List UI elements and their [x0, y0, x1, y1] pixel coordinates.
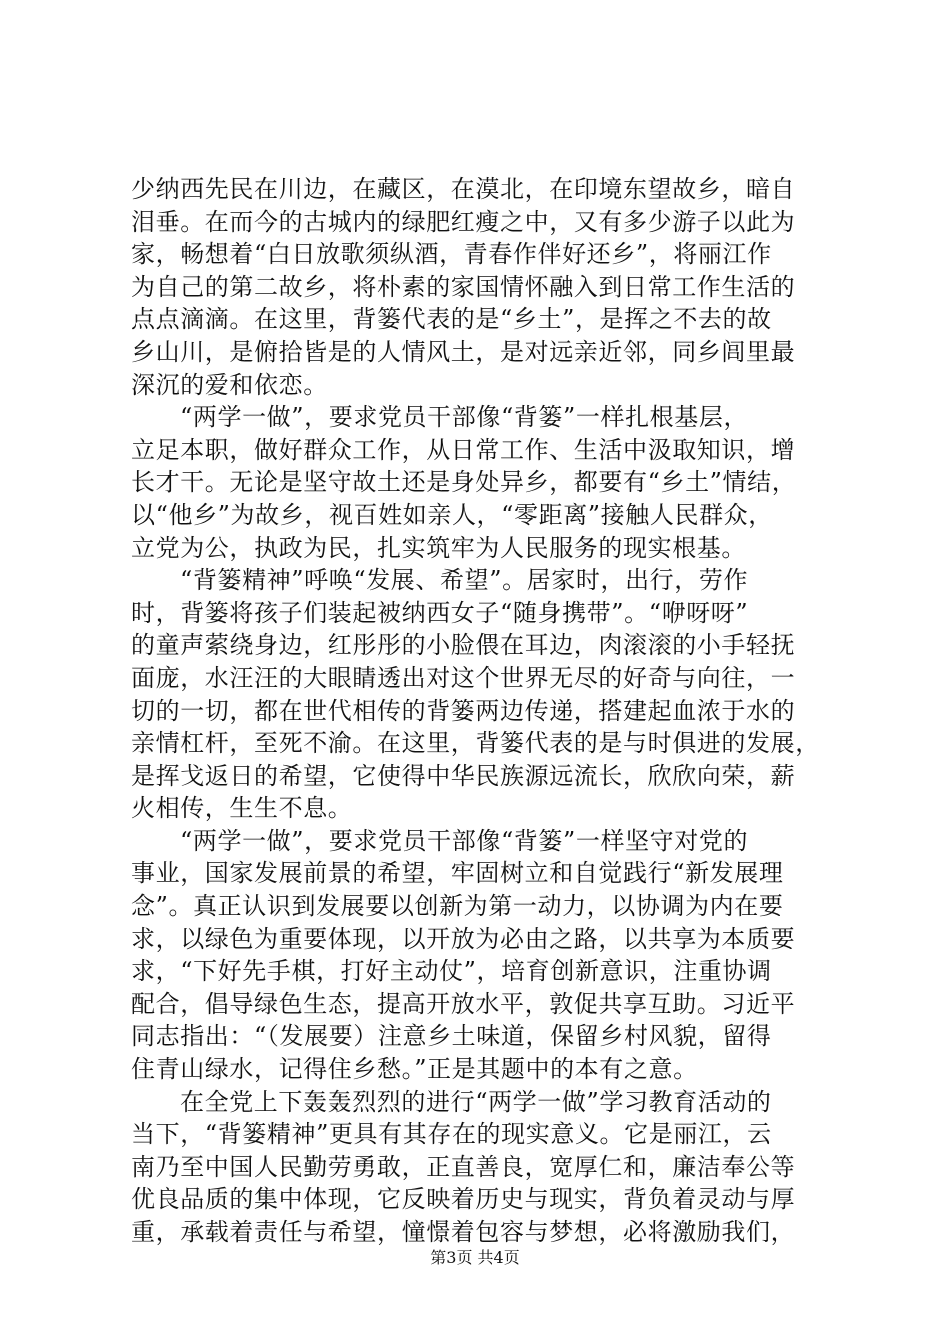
text-line: 在全党上下轰轰烈烈的进行“两学一做”学习教育活动的: [180, 1087, 772, 1116]
text-line: 优良品质的集中体现，它反映着历史与现实，背负着灵动与厚: [131, 1185, 796, 1214]
text-line: 求，“下好先手棋，打好主动仗”，培育创新意识，注重协调: [131, 957, 772, 986]
text-line: 深沉的爱和依恋。: [131, 370, 328, 399]
text-line: 面庞，水汪汪的大眼睛透出对这个世界无尽的好奇与向往，一: [131, 663, 796, 692]
text-line: 事业，国家发展前景的希望，牢固树立和自觉践行“新发展理: [131, 859, 784, 888]
text-line: 火相传，生生不息。: [131, 794, 353, 823]
text-line: 配合，倡导绿色生态，提高开放水平，敦促共享互助。习近平: [131, 989, 796, 1018]
text-line: 点点滴滴。在这里，背篓代表的是“乡土”，是挥之不去的故: [131, 305, 772, 334]
text-line: 乡山川，是俯拾皆是的人情风土，是对远亲近邻，同乡闾里最: [131, 337, 796, 366]
text-line: “背篓精神”呼唤“发展、希望”。居家时，出行，劳作: [180, 566, 749, 595]
text-line: 以“他乡”为故乡，视百姓如亲人，“零距离”接触人民群众，: [131, 500, 773, 529]
text-line: 长才干。无论是坚守故土还是身处异乡，都要有“乡土”情结，: [131, 468, 797, 497]
page-footer: 第3页 共4页: [430, 1248, 520, 1267]
text-line: “两学一做”，要求党员干部像“背篓”一样坚守对党的: [180, 826, 749, 855]
text-line: 立足本职，做好群众工作，从日常工作、生活中汲取知识，增: [131, 435, 796, 464]
text-line: 同志指出：“（发展要）注意乡土味道，保留乡村风貌，留得: [131, 1022, 772, 1051]
text-line: 切的一切，都在世代相传的背篓两边传递，搭建起血浓于水的: [131, 696, 796, 725]
text-line: “两学一做”，要求党员干部像“背篓”一样扎根基层，: [180, 403, 749, 432]
text-line: 时，背篓将孩子们装起被纳西女子“随身携带”。“咿呀呀”: [131, 598, 749, 627]
text-line: 住青山绿水，记得住乡愁。”正是其题中的本有之意。: [131, 1055, 698, 1084]
text-line: 重，承载着责任与希望，憧憬着包容与梦想，必将激励我们，: [131, 1218, 796, 1246]
text-line: 南乃至中国人民勤劳勇敢，正直善良，宽厚仁和，廉洁奉公等: [131, 1152, 796, 1181]
text-line: 泪垂。在而今的古城内的绿肥红瘦之中，又有多少游子以此为: [131, 207, 796, 236]
text-line: 为自己的第二故乡，将朴素的家国情怀融入到日常工作生活的: [131, 272, 796, 301]
text-line: 家，畅想着“白日放歌须纵酒，青春作伴好还乡”，将丽江作: [131, 240, 772, 269]
text-line: 求，以绿色为重要体现，以开放为必由之路，以共享为本质要: [131, 924, 796, 953]
text-line: 少纳西先民在川边，在藏区，在漠北，在印境东望故乡，暗自: [131, 175, 796, 203]
text-line: 立党为公，执政为民，扎实筑牢为人民服务的现实根基。: [131, 533, 746, 562]
text-line: 念”。真正认识到发展要以创新为第一动力，以协调为内在要: [131, 892, 784, 921]
text-line: 当下，“背篓精神”更具有其存在的现实意义。它是丽江，云: [131, 1120, 772, 1149]
text-line: 是挥戈返日的希望，它使得中华民族源远流长，欣欣向荣，薪: [131, 761, 796, 790]
text-line: 的童声萦绕身边，红彤彤的小脸偎在耳边，肉滚滚的小手轻抚: [131, 631, 796, 660]
text-line: 亲情杠杆，至死不渝。在这里，背篓代表的是与时俱进的发展，: [131, 729, 820, 758]
body-text: [131, 173, 831, 1249]
